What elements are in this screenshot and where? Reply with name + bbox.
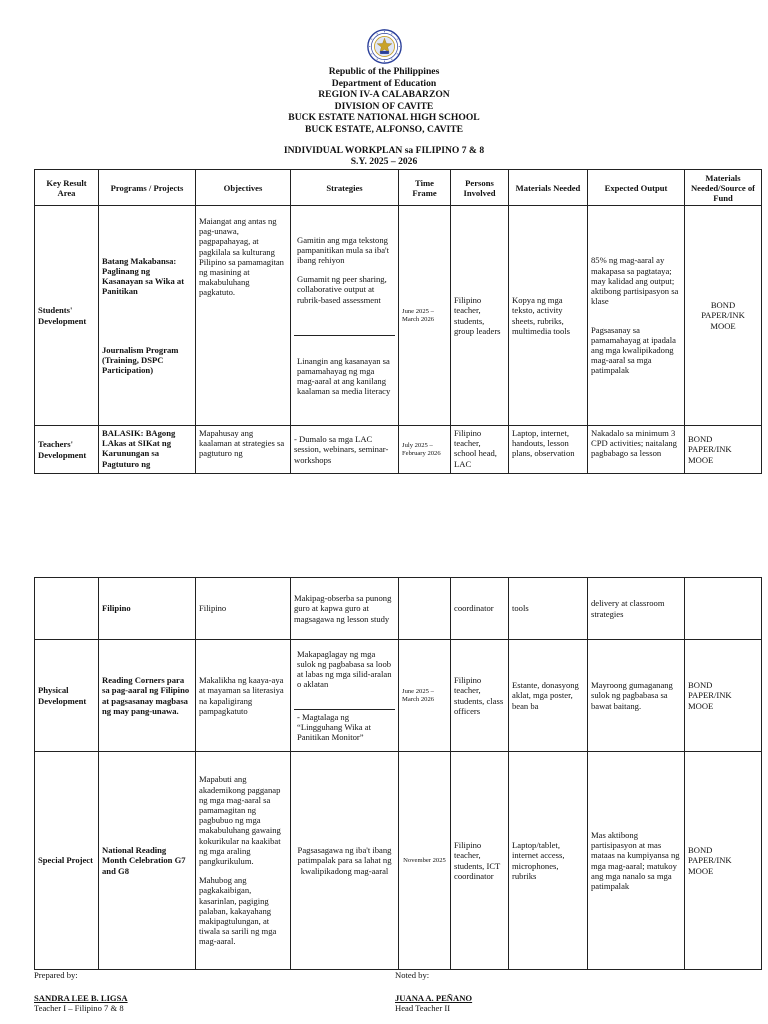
objectives-cell [196,752,291,970]
letterhead-line1: Republic of the Philippines [328,66,440,77]
key-result-area [35,578,99,640]
persons-involved: Filipino teacher, students, group leaders [451,206,509,426]
column-header: Materials Needed/Source of Fund [685,170,762,206]
expected-output-text: 85% ng mag-aaral ay makapasa sa pagtataya; may kalidad ang output; aktibong partisipasyon sa klase [591,255,679,307]
school-year: S.Y. 2025 – 2026 [350,155,418,167]
program-journalism: Journalism Program (Training, DSPC Participation) [102,344,179,375]
objective-text: Mapabuti ang akademikong pagganap ng mga mag-aaral sa pamamagitan ng pagbubuo ng mga makabuluhang gawaing kokurikular na kaakibat ng mga araling pangkurikulum. [199,774,281,866]
column-header: Programs / Projects [99,170,196,206]
letterhead [0,66,768,136]
objectives: Maiangat ang antas ng pag-unawa, pagpapahayag, at pagkilala sa kulturang Pilipino sa pamamagitan ng masining at makabuluhang pagkatuto. [196,206,291,426]
column-header: Materials Needed [509,170,588,206]
program: Filipino [99,578,196,640]
objectives: Mapahusay ang kaalaman at strategies sa pagtuturo ng [196,426,291,474]
noted-by-label: Noted by: [395,970,430,980]
program: BALASIK: BAgong LAkas at SIKat ng Karunungan sa Pagtuturo ng [99,426,196,474]
source-of-fund [685,578,762,640]
expected-output: Mayroong gumaganang sulok ng pagbabasa sa bawat baitang. [588,640,685,752]
strategy-text: - Magtalaga ng “Lingguhang Wika at Panitikan Monitor” [294,709,395,745]
table-row-teachers-development [35,426,762,474]
time-frame [399,578,451,640]
strategy-text: Gumamit ng peer sharing, collaborative output at rubrik-based assessment [297,274,387,305]
strategies-cell [291,640,399,752]
plan-title: INDIVIDUAL WORKPLAN sa FILIPINO 7 & 8 [283,145,485,156]
prepared-by-title: Teacher I – Filipino 7 & 8 [34,1003,124,1014]
deped-seal [367,29,402,64]
programs-cell [99,206,196,426]
strategy-text: Gamitin ang mga tekstong pampanitikan mula sa iba't ibang rehiyon [297,234,389,265]
time-frame: November 2025 [399,752,451,970]
materials-needed: Laptop, internet, handouts, lesson plans, observation [509,426,588,474]
workplan-table-page2 [34,577,762,970]
strategies: Pagsasagawa ng iba't ibang patimpalak para sa lahat ng kwalipikadong mag-aaral [291,752,399,970]
time-frame: June 2025 – March 2026 [399,206,451,426]
materials-needed: Kopya ng mga teksto, activity sheets, rubriks, multimedia tools [509,206,588,426]
expected-output-text: Pagsasanay sa pamamahayag at ipadala ang mga kwalipikadong mag-aaral sa mga patimpalak [591,324,676,376]
source-of-fund: BOND PAPER/INK MOOE [685,752,762,970]
source-of-fund: BOND PAPER/INK MOOE [685,426,762,474]
column-header: Persons Involved [451,170,509,206]
table-row-students-development [35,206,762,426]
noted-by-title: Head Teacher II [395,1003,451,1014]
materials-needed: tools [509,578,588,640]
key-result-area: Students' Development [35,206,99,426]
strategies-cell [291,206,399,426]
letterhead-line2: Department of Education [331,77,437,89]
column-header: Strategies [291,170,399,206]
letterhead-line6: BUCK ESTATE, ALFONSO, CAVITE [304,123,464,135]
key-result-area: Teachers' Development [35,426,99,474]
plan-title-block [0,146,768,168]
noted-by-block [395,970,472,1014]
key-result-area: Physical Development [35,640,99,752]
table-row-teachers-development-continued [35,578,762,640]
strategy-text: Makapaglagay ng mga sulok ng pagbabasa sa loob at labas ng mga silid-aralan o aklatan [297,648,392,690]
expected-output: Nakadalo sa minimum 3 CPD activities; naitalang pagbabago sa lesson [588,426,685,474]
table-row-special-project [35,752,762,970]
objectives: Makalikha ng kaaya-aya at mayaman sa literasiya na kapaligirang pampagkatuto [196,640,291,752]
column-header: Key Result Area [35,170,99,206]
time-frame: June 2025 – March 2026 [399,640,451,752]
column-header: Time Frame [399,170,451,206]
workplan-table-page1 [34,169,762,474]
letterhead-line4: DIVISION OF CAVITE [334,100,434,112]
time-frame: July 2025 – February 2026 [399,426,451,474]
table-header-row [35,170,762,206]
strategies: - Dumalo sa mga LAC session, webinars, seminar-workshops [291,426,399,474]
program: National Reading Month Celebration G7 and G8 [99,752,196,970]
persons-involved: Filipino teacher, students, class officers [451,640,509,752]
expected-output: delivery at classroom strategies [588,578,685,640]
prepared-by-block [34,970,128,1014]
expected-output: Mas aktibong partisipasyon at mas mataas na kumpiyansa ng mga mag-aaral; matukoy ang mga nanalo sa mga patimpalak [588,752,685,970]
prepared-by-label: Prepared by: [34,970,78,980]
strategy-text: Linangin ang kasanayan sa pamamahayag ng mga mag-aaral at ang kanilang kaalaman sa media literacy [294,335,395,399]
materials-needed: Estante, donasyong aklat, mga poster, bean ba [509,640,588,752]
objective-text: Mahubog ang pagkakaibigan, kasarinlan, pagiging palaban, kakayahang makipagtulungan, at tiwala sa sarili ng mga mag-aaral. [199,875,277,947]
source-of-fund: BOND PAPER/INK MOOE [685,640,762,752]
program: Reading Corners para sa pag-aaral ng Filipino at pagsasanay magbasa ng may pang-unawa. [99,640,196,752]
table-row-physical-development [35,640,762,752]
objectives: Filipino [196,578,291,640]
noted-by-name: JUANA A. PEÑANO [395,992,473,1003]
expected-output-cell [588,206,685,426]
prepared-by-name: SANDRA LEE B. LIGSA [34,992,128,1003]
persons-involved: Filipino teacher, students, ICT coordinator [451,752,509,970]
program-batang-makabansa: Batang Makabansa: Paglinang ng Kasanayan sa Wika at Panitikan [102,255,185,297]
persons-involved: coordinator [451,578,509,640]
strategies: Makipag-obserba sa punong guro at kapwa guro at magsagawa ng lesson study [291,578,399,640]
column-header: Objectives [196,170,291,206]
letterhead-line3: REGION IV-A CALABARZON [318,89,450,101]
persons-involved: Filipino teacher, school head, LAC [451,426,509,474]
letterhead-line5: BUCK ESTATE NATIONAL HIGH SCHOOL [288,112,480,124]
source-of-fund: BOND PAPER/INK MOOE [685,206,762,426]
materials-needed: Laptop/tablet, internet access, microphones, rubriks [509,752,588,970]
key-result-area: Special Project [35,752,99,970]
column-header: Expected Output [588,170,685,206]
